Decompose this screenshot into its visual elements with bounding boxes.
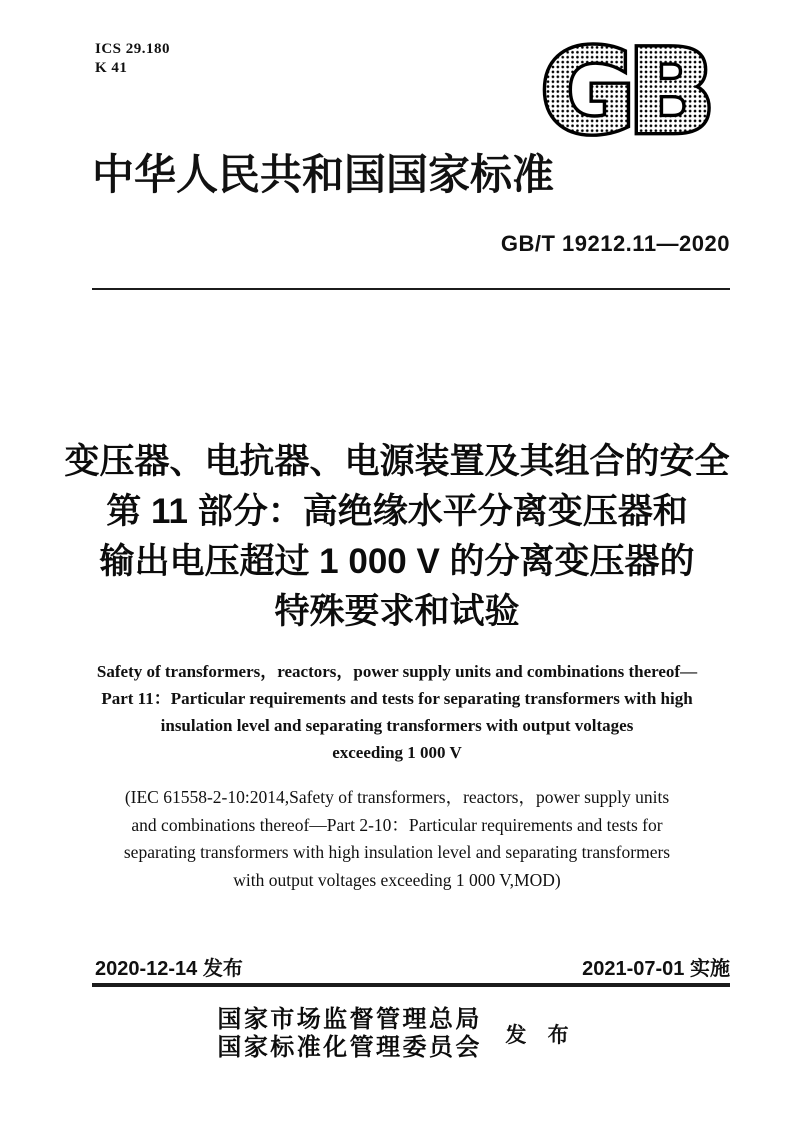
ics-code: ICS 29.180: [95, 41, 171, 57]
chinese-title-line: 第 11 部分：高绝缘水平分离变压器和: [106, 492, 688, 531]
classification-code: K 41: [95, 60, 128, 76]
issuer-name: 国家标准化管理委员会: [217, 1035, 480, 1061]
implementation-date: 2021-07-01 实施: [582, 958, 730, 980]
standard-number: GB/T 19212.11—2020: [500, 231, 730, 256]
footer-divider-line: [92, 983, 730, 987]
english-title-line: Part 11：Particular requirements and tests for separating transformers with high: [101, 689, 693, 708]
english-title-line: insulation level and separating transformers with output voltages: [160, 716, 634, 735]
iec-note-line: (IEC 61558-2-10:2014,Safety of transformers，reactors，power supply units: [124, 787, 670, 807]
chinese-title-line: 变压器、电抗器、电源装置及其组合的安全: [64, 442, 730, 481]
publish-label: 发 布: [505, 1023, 577, 1047]
iec-note-line: with output voltages exceeding 1 000 V,MOD): [233, 869, 561, 890]
iec-adoption-note: [0, 784, 794, 894]
header-divider-line: [92, 288, 730, 290]
english-title-line: exceeding 1 000 V: [332, 743, 462, 762]
chinese-title-line: 特殊要求和试验: [274, 592, 520, 631]
issue-date: 2020-12-14 发布: [95, 958, 243, 980]
national-standard-heading: 中华人民共和国国家标准: [92, 153, 555, 199]
chinese-title-line: 输出电压超过 1 000 V 的分离变压器的: [99, 542, 695, 581]
issuer-name: 国家市场监督管理总局: [217, 1007, 480, 1033]
iec-note-line: separating transformers with high insulation level and separating transformers: [123, 842, 671, 862]
gb-logo-text: GB: [540, 40, 708, 142]
issuer-block: [0, 1006, 794, 1062]
ics-classification-block: [95, 40, 170, 78]
gb-logo-icon: [526, 40, 722, 142]
english-title-line: Safety of transformers，reactors，power supply units and combinations thereof—: [96, 662, 698, 681]
issuer-names: [217, 1006, 479, 1062]
english-title-block: [0, 658, 794, 766]
iec-note-line: and combinations thereof—Part 2-10：Particular requirements and tests for: [131, 814, 663, 835]
chinese-title-block: [0, 437, 794, 637]
